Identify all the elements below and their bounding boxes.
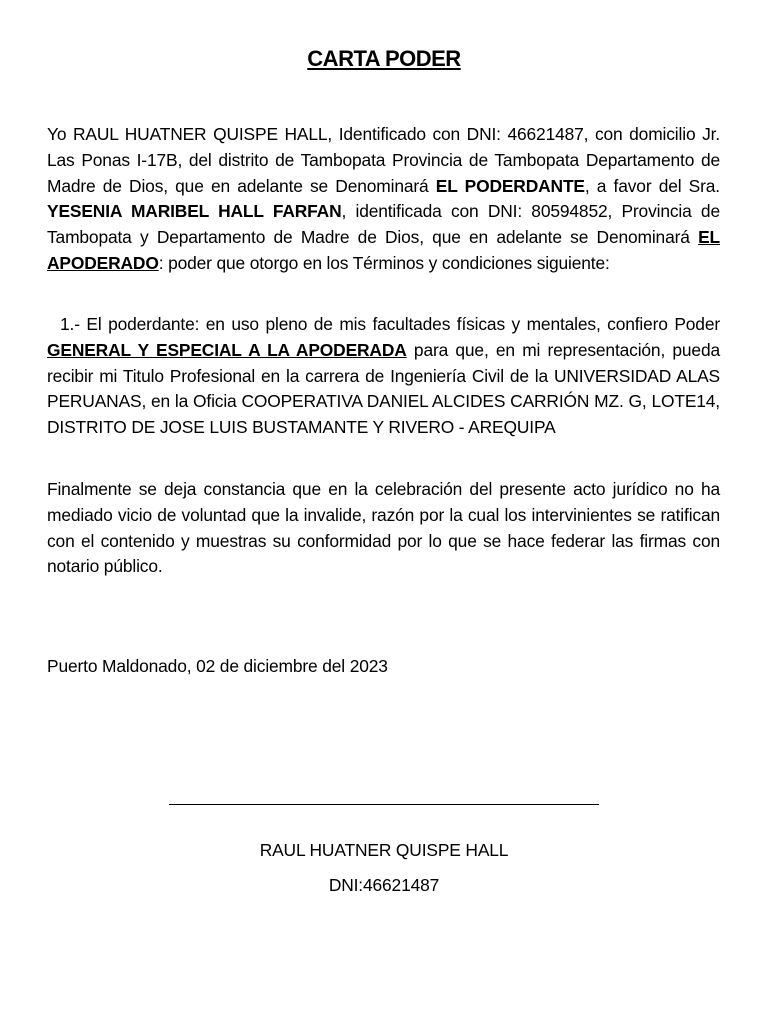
paragraph-text: : poder que otorgo en los Términos y condiciones siguiente:	[158, 252, 610, 273]
poderdante-term: EL PODERDANTE	[435, 175, 585, 196]
paragraph-text: 1.- El poderdante: en uso pleno de mis facultades físicas y mentales, confiero Poder	[47, 314, 720, 334]
paragraph-text: para que, en mi representación, pueda recibir mi Titulo Profesional en la carrera de Ingeniería Civil de la UNIVERSIDAD ALAS PERUANAS, en la Oficia COOPERATIVA DANIEL ALCIDES CARRIÓN MZ. G, LOTE14, DISTRITO DE JOSE LUIS BUSTAMANTE Y RIVERO - AREQUIPA	[47, 339, 720, 438]
signatory-dni: DNI:46621487	[328, 875, 440, 895]
place-and-date: Puerto Maldonado, 02 de diciembre del 2023	[47, 656, 388, 676]
paragraph-text: , identificada con DNI: 80594852, Provincia de Tambopata y Departamento de Madre de Dios, que en adelante se Denominará	[47, 201, 720, 248]
signature-line	[169, 804, 599, 805]
signatory-name: RAUL HUATNER QUISPE HALL	[259, 840, 509, 860]
paragraph-text: , a favor del Sra.	[584, 175, 720, 196]
paragraph-introduction	[47, 122, 720, 277]
apoderada-name: YESENIA MARIBEL HALL FARFAN	[47, 201, 342, 222]
document-title: CARTA PODER	[307, 46, 461, 71]
paragraph-clause-1	[47, 312, 720, 441]
paragraph-closing: Finalmente se deja constancia que en la celebración del presente acto jurídico no ha mediado vicio de voluntad que la invalide, razón por la cual los intervinientes se ratifican con el contenido y muestras su conformidad por lo que se hace federar las firmas con notario público.	[47, 479, 720, 577]
paragraph-text: Yo RAUL HUATNER QUISPE HALL, Identificado con DNI: 46621487, con domicilio Jr. Las Ponas I-17B, del distrito de Tambopata Provincia de Tambopata Departamento de Madre de Dios, que en adelante se Denominará	[47, 124, 720, 196]
power-type-term: GENERAL Y ESPECIAL A LA APODERADA	[47, 339, 407, 360]
apoderado-term: EL APODERADO	[47, 227, 720, 273]
